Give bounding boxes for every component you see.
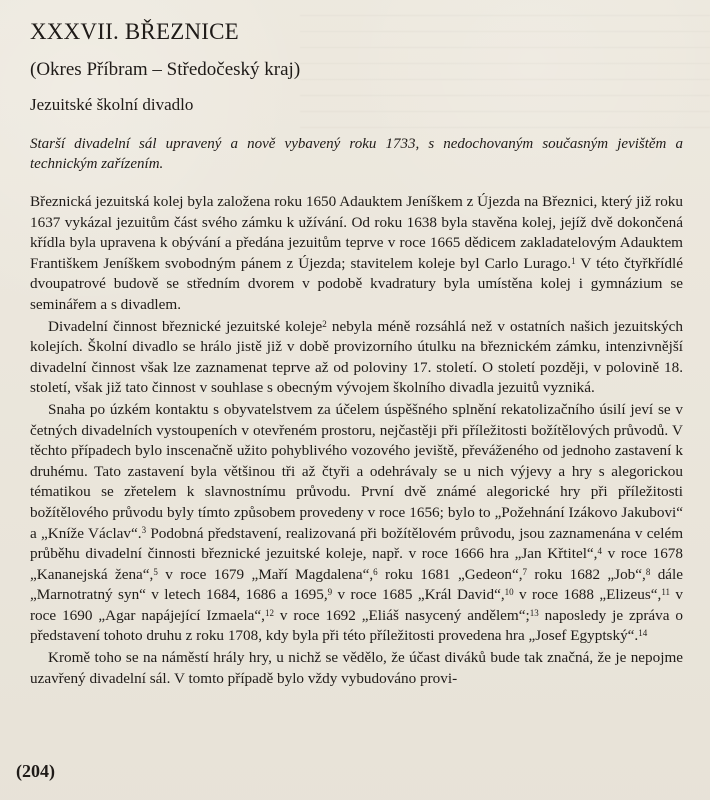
footnote-marker-14: 14 [638, 628, 648, 639]
paragraph-3-text-i: v roce 1688 „Elizeus“, [513, 586, 662, 604]
footnote-marker-10: 10 [504, 587, 514, 598]
paragraph-3-text-a: Snaha po úzkém kontaktu s obyvatelstvem za účelem úspěšného splnění rekatolizačního úsilí jeví se v četných divadelních vystoupeních v otevřeném prostoru, nejčastěji při příležitosti božítělových průvodů. V těchto případech bylo inscenačně užito pohyblivého vozového jeviště, převáženého od jednoho zastavení k druhému. Tato zastavení byla většinou tři až čtyři a odehrávaly se u nich výjevy a hry s alegorickou tématikou se zřetelem k slavnostnímu průvodu. První dvě známé alegorické hry při příležitosti božítělového průvodu byly tímto způsobem provedeny v roce 1656; bylo to „Požehnání Izákovo Jakubovi“ a „Kníže Václav“. [30, 400, 683, 542]
footnote-marker-9: 9 [327, 587, 333, 598]
paragraph-3-text-d: v roce 1679 „Maří Magdalena“, [157, 565, 374, 583]
page-number: (204) [16, 761, 55, 781]
paragraph-3-text-g: dále „Marnotratný syn“ v letech 1684, 1686 a 1695, [30, 565, 683, 604]
footnote-marker-12: 12 [264, 607, 274, 618]
footnote-marker-6: 6 [373, 566, 378, 577]
body-text [30, 192, 683, 689]
document-content [30, 18, 683, 689]
section-subtitle: Jezuitské školní divadlo [30, 95, 194, 114]
paragraph-1-text-b: V této čtyřkřídlé dvoupatrové budově se středním dvorem v podobě kvadratury byla umístěna kolej i gymnázium se seminářem a s divadlem. [30, 254, 683, 313]
footnote-marker-2: 2 [322, 318, 327, 329]
paragraph-3-text-l: naposledy je zpráva o představení tohoto druhu z roku 1708, kdy byla při této příležitosti provedena hra „Josef Egyptský“. [30, 606, 684, 645]
paragraph-3-text-k: v roce 1692 „Eliáš nasycený andělem“; [273, 606, 530, 624]
paragraph-2-text-b: nebyla méně rozsáhlá než v ostatních našich jezuitských kolejích. Školní divadlo se hrálo jistě již v době provizorního útulku na březnickém zámku, intenzivnější divadelní činnost však lze zaznamenat teprve až od poloviny 17. století. O století později, v polovině 18. století, však již tato činnost v souhlase s obecným vývojem školního divadla jezuitů vyzniká. [30, 317, 684, 397]
paragraph-3-text-f: roku 1682 „Job“, [527, 565, 646, 583]
footnote-marker-13: 13 [529, 607, 539, 618]
chapter-title: XXXVII. BŘEZNICE [30, 19, 239, 44]
paragraph-1 [30, 192, 683, 316]
paragraph-2 [30, 317, 683, 399]
footnote-marker-1: 1 [571, 255, 576, 266]
paragraph-1-text-a: Březnická jezuitská kolej byla založena roku 1650 Adauktem Jeníškem z Újezda na Březnici, který již roku 1637 vykázal jezuitům část svého zámku k užívání. Od roku 1638 byla stavěna kolej, jejíž dvě dokončená křídla byla upravena k obývání a předána jezuitům teprve v roce 1665 dědicem zakladatelovým Adauktem Františkem Jeníškem svobodným pánem z Újezda; stavitelem koleje byl Carlo Lurago. [30, 193, 683, 272]
paragraph-2-text-a: Divadelní činnost březnické jezuitské koleje [48, 317, 323, 335]
paragraph-3 [30, 400, 683, 647]
lead-paragraph: Starší divadelní sál upravený a nově vybavený roku 1733, s nedochovaným současným jevištěm a technickým zařízením. [30, 136, 683, 172]
paragraph-3-text-e: roku 1681 „Gedeon“, [377, 565, 523, 583]
paragraph-3-text-b: Podobná představení, realizovaná při božítělovém průvodu, jsou zaznamenána v celém průběhu divadelní činnosti březnické jezuitské koleje, např. v roce 1666 hra „Jan Křtitel“, [30, 524, 684, 563]
footnote-marker-8: 8 [645, 566, 651, 577]
footnote-marker-3: 3 [141, 525, 147, 536]
paragraph-3-text-j: v roce 1690 „Agar napájející Izmaela“, [30, 586, 683, 624]
paragraph-4-text-a: Kromě toho se na náměstí hrály hry, u nichž se vědělo, že účast diváků bude tak značná, že je nepojme uzavřený divadelní sál. V tomto případě bylo vždy vybudováno provi- [30, 649, 683, 687]
paragraph-3-text-h: v roce 1685 „Král David“, [332, 586, 505, 604]
paragraph-3-text-c: v roce 1678 „Kananejská žena“, [30, 545, 683, 583]
footnote-marker-7: 7 [522, 566, 528, 577]
footnote-marker-11: 11 [661, 587, 670, 598]
footnote-marker-5: 5 [153, 566, 158, 577]
paragraph-4 [30, 648, 683, 689]
footnote-marker-4: 4 [597, 546, 602, 557]
region-line: (Okres Příbram – Středočeský kraj) [30, 59, 301, 80]
